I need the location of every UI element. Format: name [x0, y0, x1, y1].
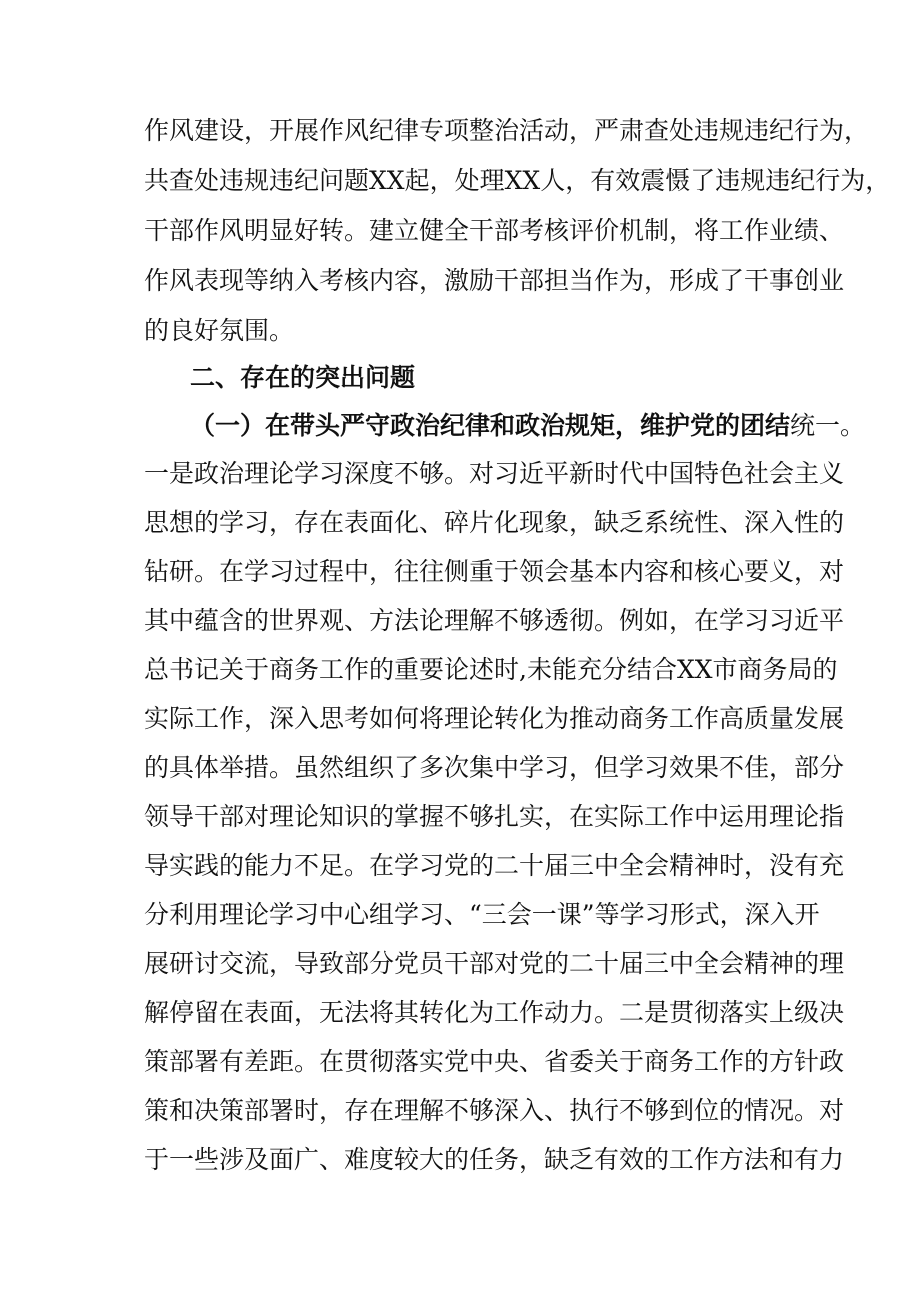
paragraph-line: 共查处违规违纪问题XX起，处理XX人，有效震慑了违规违纪行为，	[144, 166, 891, 195]
subsection-heading-tail: 统一。	[790, 411, 866, 440]
subsection-heading	[190, 411, 866, 441]
paragraph-line: 一是政治理论学习深度不够。对习近平新时代中国特色社会主义	[144, 459, 845, 488]
paragraph-line: 作风建设，开展作风纪律专项整治活动，严肃查处违规违纪行为，	[144, 116, 870, 145]
paragraph-line: 展研讨交流，导致部分党员干部对党的二十届三中全会精神的理	[144, 949, 845, 978]
section-heading: 二、存在的突出问题	[190, 363, 416, 392]
subsection-heading-bold: （一）在带头严守政治纪律和政治规矩，维护党的团结	[190, 411, 791, 440]
paragraph-line: 的具体举措。虽然组织了多次集中学习，但学习效果不佳，部分	[144, 753, 845, 782]
paragraph-line: 领导干部对理论知识的掌握不够扎实，在实际工作中运用理论指	[144, 802, 845, 831]
paragraph-line: 分利用理论学习中心组学习、“三会一课”等学习形式，深入开	[144, 900, 820, 929]
paragraph-line: 总书记关于商务工作的重要论述时,未能充分结合XX市商务局的	[144, 655, 838, 684]
paragraph-line: 干部作风明显好转。建立健全干部考核评价机制，将工作业绩、	[144, 216, 845, 245]
paragraph-line: 策部署有差距。在贯彻落实党中央、省委关于商务工作的方针政	[144, 1047, 845, 1076]
paragraph-line: 实际工作，深入思考如何将理论转化为推动商务工作高质量发展	[144, 704, 845, 733]
paragraph-line: 解停留在表面，无法将其转化为工作动力。二是贯彻落实上级决	[144, 998, 845, 1027]
paragraph-line: 思想的学习，存在表面化、碎片化现象，缺乏系统性、深入性的	[144, 508, 845, 537]
paragraph-line: 策和决策部署时，存在理解不够深入、执行不够到位的情况。对	[144, 1096, 845, 1125]
paragraph-line: 于一些涉及面广、难度较大的任务，缺乏有效的工作方法和有力	[144, 1145, 845, 1174]
paragraph-line: 作风表现等纳入考核内容，激励干部担当作为，形成了干事创业	[144, 266, 845, 295]
paragraph-line: 钻研。在学习过程中，往往侧重于领会基本内容和核心要义，对	[144, 557, 845, 586]
paragraph-line: 的良好氛围。	[144, 316, 295, 345]
paragraph-line: 导实践的能力不足。在学习党的二十届三中全会精神时，没有充	[144, 851, 845, 880]
paragraph-line: 其中蕴含的世界观、方法论理解不够透彻。例如，在学习习近平	[144, 606, 845, 635]
